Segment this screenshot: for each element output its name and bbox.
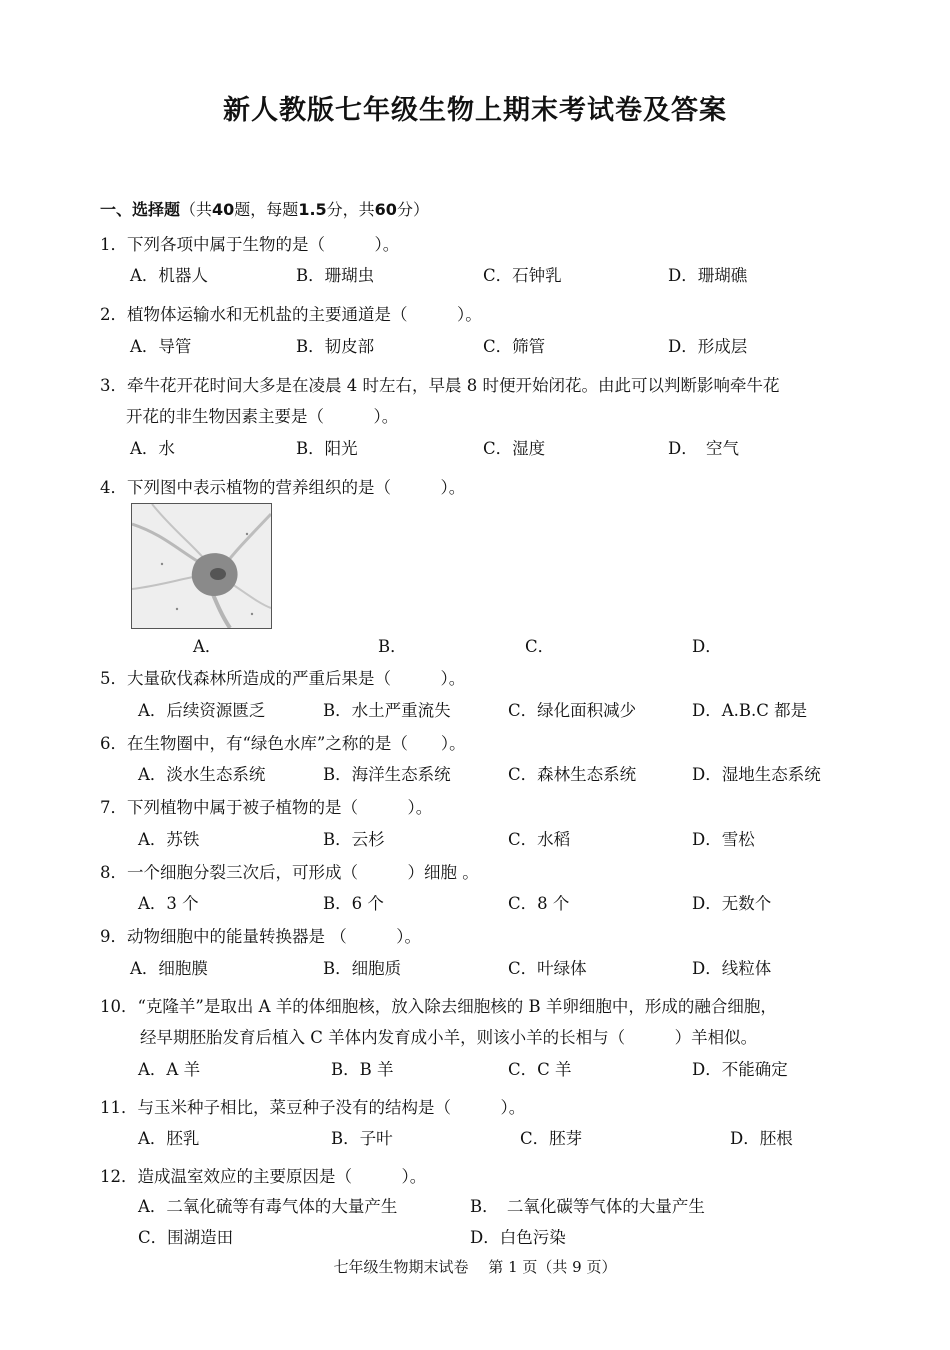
- question-10-option-c: C．C 羊: [508, 1060, 572, 1079]
- question-6-option-d: D．湿地生态系统: [692, 765, 821, 784]
- question-9-option-a: A．细胞膜: [130, 959, 208, 978]
- question-12-option-a: A．二氧化硫等有毒气体的大量产生: [138, 1197, 398, 1216]
- question-10-stem-line-1: 10．“克隆羊”是取出 A 羊的体细胞核，放入除去细胞核的 B 羊卵细胞中，形成的融合细胞，: [100, 997, 777, 1016]
- question-5-option-b: B．水土严重流失: [323, 701, 451, 720]
- question-2-option-c: C．筛管: [483, 337, 546, 356]
- page-footer: 七年级生物期末试卷 第 1 页（共 9 页）: [333, 1258, 617, 1276]
- section-info: 题，每题: [234, 200, 299, 219]
- section-heading: [100, 197, 429, 220]
- question-2-option-a: A．导管: [130, 337, 192, 356]
- question-1-option-c: C．石钟乳: [483, 266, 562, 285]
- question-11-stem: 11．与玉米种子相比，菜豆种子没有的结构是（ ）。: [100, 1098, 526, 1117]
- question-8-option-c: C．8 个: [508, 894, 570, 913]
- question-8-option-b: B．6 个: [323, 894, 384, 913]
- question-4-option-d: D．: [692, 637, 722, 656]
- question-12-option-c: C．围湖造田: [138, 1228, 234, 1247]
- points-total: 60: [374, 200, 397, 219]
- question-8-stem: 8．一个细胞分裂三次后，可形成（ ）细胞 。: [100, 863, 479, 882]
- question-6-option-b: B．海洋生态系统: [323, 765, 451, 784]
- question-7-option-c: C．水稻: [508, 830, 571, 849]
- section-prefix: 一、选择题: [100, 200, 181, 219]
- question-6-option-c: C．森林生态系统: [508, 765, 637, 784]
- question-12-option-d: D．白色污染: [470, 1228, 566, 1247]
- question-7-option-d: D．雪松: [692, 830, 755, 849]
- question-8-option-d: D．无数个: [692, 894, 772, 913]
- question-3-option-c: C．湿度: [483, 439, 546, 458]
- question-3-stem-line-2: 开花的非生物因素主要是（ ）。: [126, 407, 399, 426]
- question-10-option-a: A．A 羊: [138, 1060, 201, 1079]
- question-10-option-d: D．不能确定: [692, 1060, 788, 1079]
- page-title: 新人教版七年级生物上期末考试卷及答案: [223, 95, 727, 126]
- question-2-option-d: D．形成层: [668, 337, 748, 356]
- question-11-option-a: A．胚乳: [138, 1129, 200, 1148]
- question-1-stem: 1．下列各项中属于生物的是（ ）。: [100, 235, 400, 254]
- question-1-option-a: A．机器人: [130, 266, 208, 285]
- question-7-option-b: B．云杉: [323, 830, 385, 849]
- question-7-stem: 7．下列植物中属于被子植物的是（ ）。: [100, 798, 433, 817]
- question-4-stem: 4．下列图中表示植物的营养组织的是（ ）。: [100, 478, 466, 497]
- question-12-stem: 12．造成温室效应的主要原因是（ ）。: [100, 1167, 427, 1186]
- question-9-option-b: B．细胞质: [323, 959, 402, 978]
- question-2-stem: 2．植物体运输水和无机盐的主要通道是（ ）。: [100, 305, 482, 324]
- question-5-option-c: C．绿化面积减少: [508, 701, 637, 720]
- question-5-option-d: D．A.B.C 都是: [692, 701, 808, 720]
- question-9-stem: 9．动物细胞中的能量转换器是 （ ）。: [100, 927, 421, 946]
- question-12-option-b: B． 二氧化碳等气体的大量产生: [470, 1197, 705, 1216]
- question-6-stem: 6．在生物圈中，有“绿色水库”之称的是（ ）。: [100, 734, 466, 753]
- neuron-cell-icon: [132, 504, 271, 628]
- question-10-option-b: B．B 羊: [331, 1060, 394, 1079]
- question-9-option-d: D．线粒体: [692, 959, 772, 978]
- question-9-option-c: C．叶绿体: [508, 959, 587, 978]
- question-5-option-a: A．后续资源匮乏: [138, 701, 266, 720]
- question-6-option-a: A．淡水生态系统: [138, 765, 266, 784]
- points-each: 1.5: [298, 200, 327, 219]
- question-4-option-b: B．: [378, 637, 407, 656]
- question-11-option-d: D．胚根: [730, 1129, 793, 1148]
- question-7-option-a: A．苏铁: [138, 830, 200, 849]
- question-11-option-b: B．子叶: [331, 1129, 393, 1148]
- neuron-micrograph-image: [131, 503, 272, 629]
- question-3-option-b: B．阳光: [296, 439, 358, 458]
- question-3-option-a: A．水: [130, 439, 175, 458]
- question-count: 40: [212, 200, 235, 219]
- question-5-stem: 5．大量砍伐森林所造成的严重后果是（ ）。: [100, 669, 466, 688]
- question-4-option-c: C．: [525, 637, 555, 656]
- question-1-option-d: D．珊瑚礁: [668, 266, 748, 285]
- question-1-option-b: B．珊瑚虫: [296, 266, 375, 285]
- question-8-option-a: A．3 个: [138, 894, 199, 913]
- question-3-option-d: D． 空气: [668, 439, 739, 458]
- section-info: 分，共: [326, 200, 375, 219]
- section-info: （共: [180, 200, 213, 219]
- section-info: 分）: [396, 200, 429, 219]
- question-3-stem-line-1: 3．牵牛花开花时间大多是在凌晨 4 时左右，早晨 8 时便开始闭花。由此可以判断影响牵牛花: [100, 376, 780, 395]
- question-11-option-c: C．胚芽: [520, 1129, 583, 1148]
- question-2-option-b: B．韧皮部: [296, 337, 375, 356]
- question-4-option-a: A．: [193, 637, 222, 656]
- question-10-stem-line-2: 经早期胚胎发育后植入 C 羊体内发育成小羊，则该小羊的长相与（ ）羊相似。: [140, 1028, 758, 1047]
